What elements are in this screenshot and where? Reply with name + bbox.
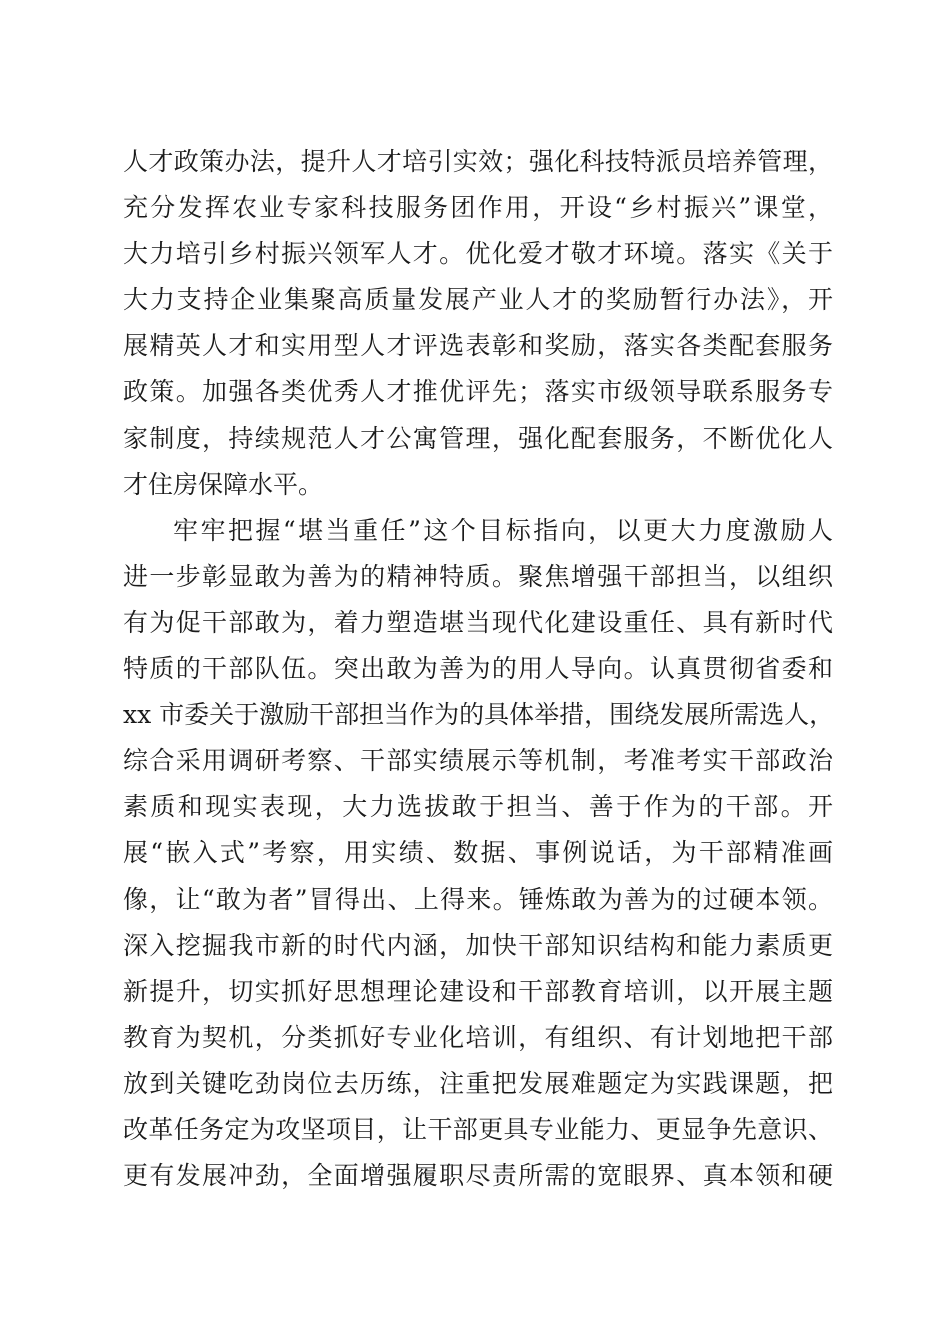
text-line: 特质的干部队伍。突出敢为善为的用人导向。认真贯彻省委和 — [123, 654, 833, 684]
text-line: 教育为契机，分类抓好专业化培训，有组织、有计划地把干部 — [123, 1022, 833, 1052]
text-line: 综合采用调研考察、干部实绩展示等机制，考准考实干部政治 — [123, 746, 833, 776]
text-line: 放到关键吃劲岗位去历练，注重把发展难题定为实践课题，把 — [123, 1068, 833, 1098]
paragraph-cadre-incentive — [123, 508, 833, 1199]
body-text — [123, 139, 833, 1199]
text-line: xx 市委关于激励干部担当作为的具体举措，围绕发展所需选人， — [123, 700, 835, 730]
text-line: 深入挖掘我市新的时代内涵，加快干部知识结构和能力素质更 — [123, 930, 833, 960]
text-line: 政策。加强各类优秀人才推优评先；落实市级领导联系服务专 — [123, 377, 833, 407]
text-line: 更有发展冲劲，全面增强履职尽责所需的宽眼界、真本领和硬 — [123, 1161, 833, 1191]
text-line: 进一步彰显敢为善为的精神特质。聚焦增强干部担当，以组织 — [123, 561, 833, 591]
text-line: 充分发挥农业专家科技服务团作用，开设“乡村振兴”课堂， — [123, 193, 833, 223]
text-line: 素质和现实表现，大力选拔敢于担当、善于作为的干部。开 — [123, 792, 833, 822]
text-line: 牢牢把握“堪当重任”这个目标指向，以更大力度激励人 — [173, 515, 833, 545]
text-line: 有为促干部敢为，着力塑造堪当现代化建设重任、具有新时代 — [123, 607, 833, 637]
text-line: 大力支持企业集聚高质量发展产业人才的奖励暂行办法》，开 — [123, 285, 833, 315]
text-line: 展“嵌入式”考察，用实绩、数据、事例说话，为干部精准画 — [123, 838, 833, 868]
text-line: 大力培引乡村振兴领军人才。优化爱才敬才环境。落实《关于 — [123, 239, 833, 269]
text-line: 新提升，切实抓好思想理论建设和干部教育培训，以开展主题 — [123, 976, 833, 1006]
text-line: 才住房保障水平。 — [123, 469, 324, 499]
text-line: 家制度，持续规范人才公寓管理，强化配套服务，不断优化人 — [123, 423, 833, 453]
text-line: 改革任务定为攻坚项目，让干部更具专业能力、更显争先意识、 — [123, 1114, 833, 1144]
text-line: 展精英人才和实用型人才评选表彰和奖励，落实各类配套服务 — [123, 331, 833, 361]
paragraph-talent-policy — [123, 139, 833, 508]
text-line: 像，让“敢为者”冒得出、上得来。锤炼敢为善为的过硬本领。 — [123, 884, 833, 914]
text-line: 人才政策办法，提升人才培引实效；强化科技特派员培养管理， — [123, 147, 833, 176]
